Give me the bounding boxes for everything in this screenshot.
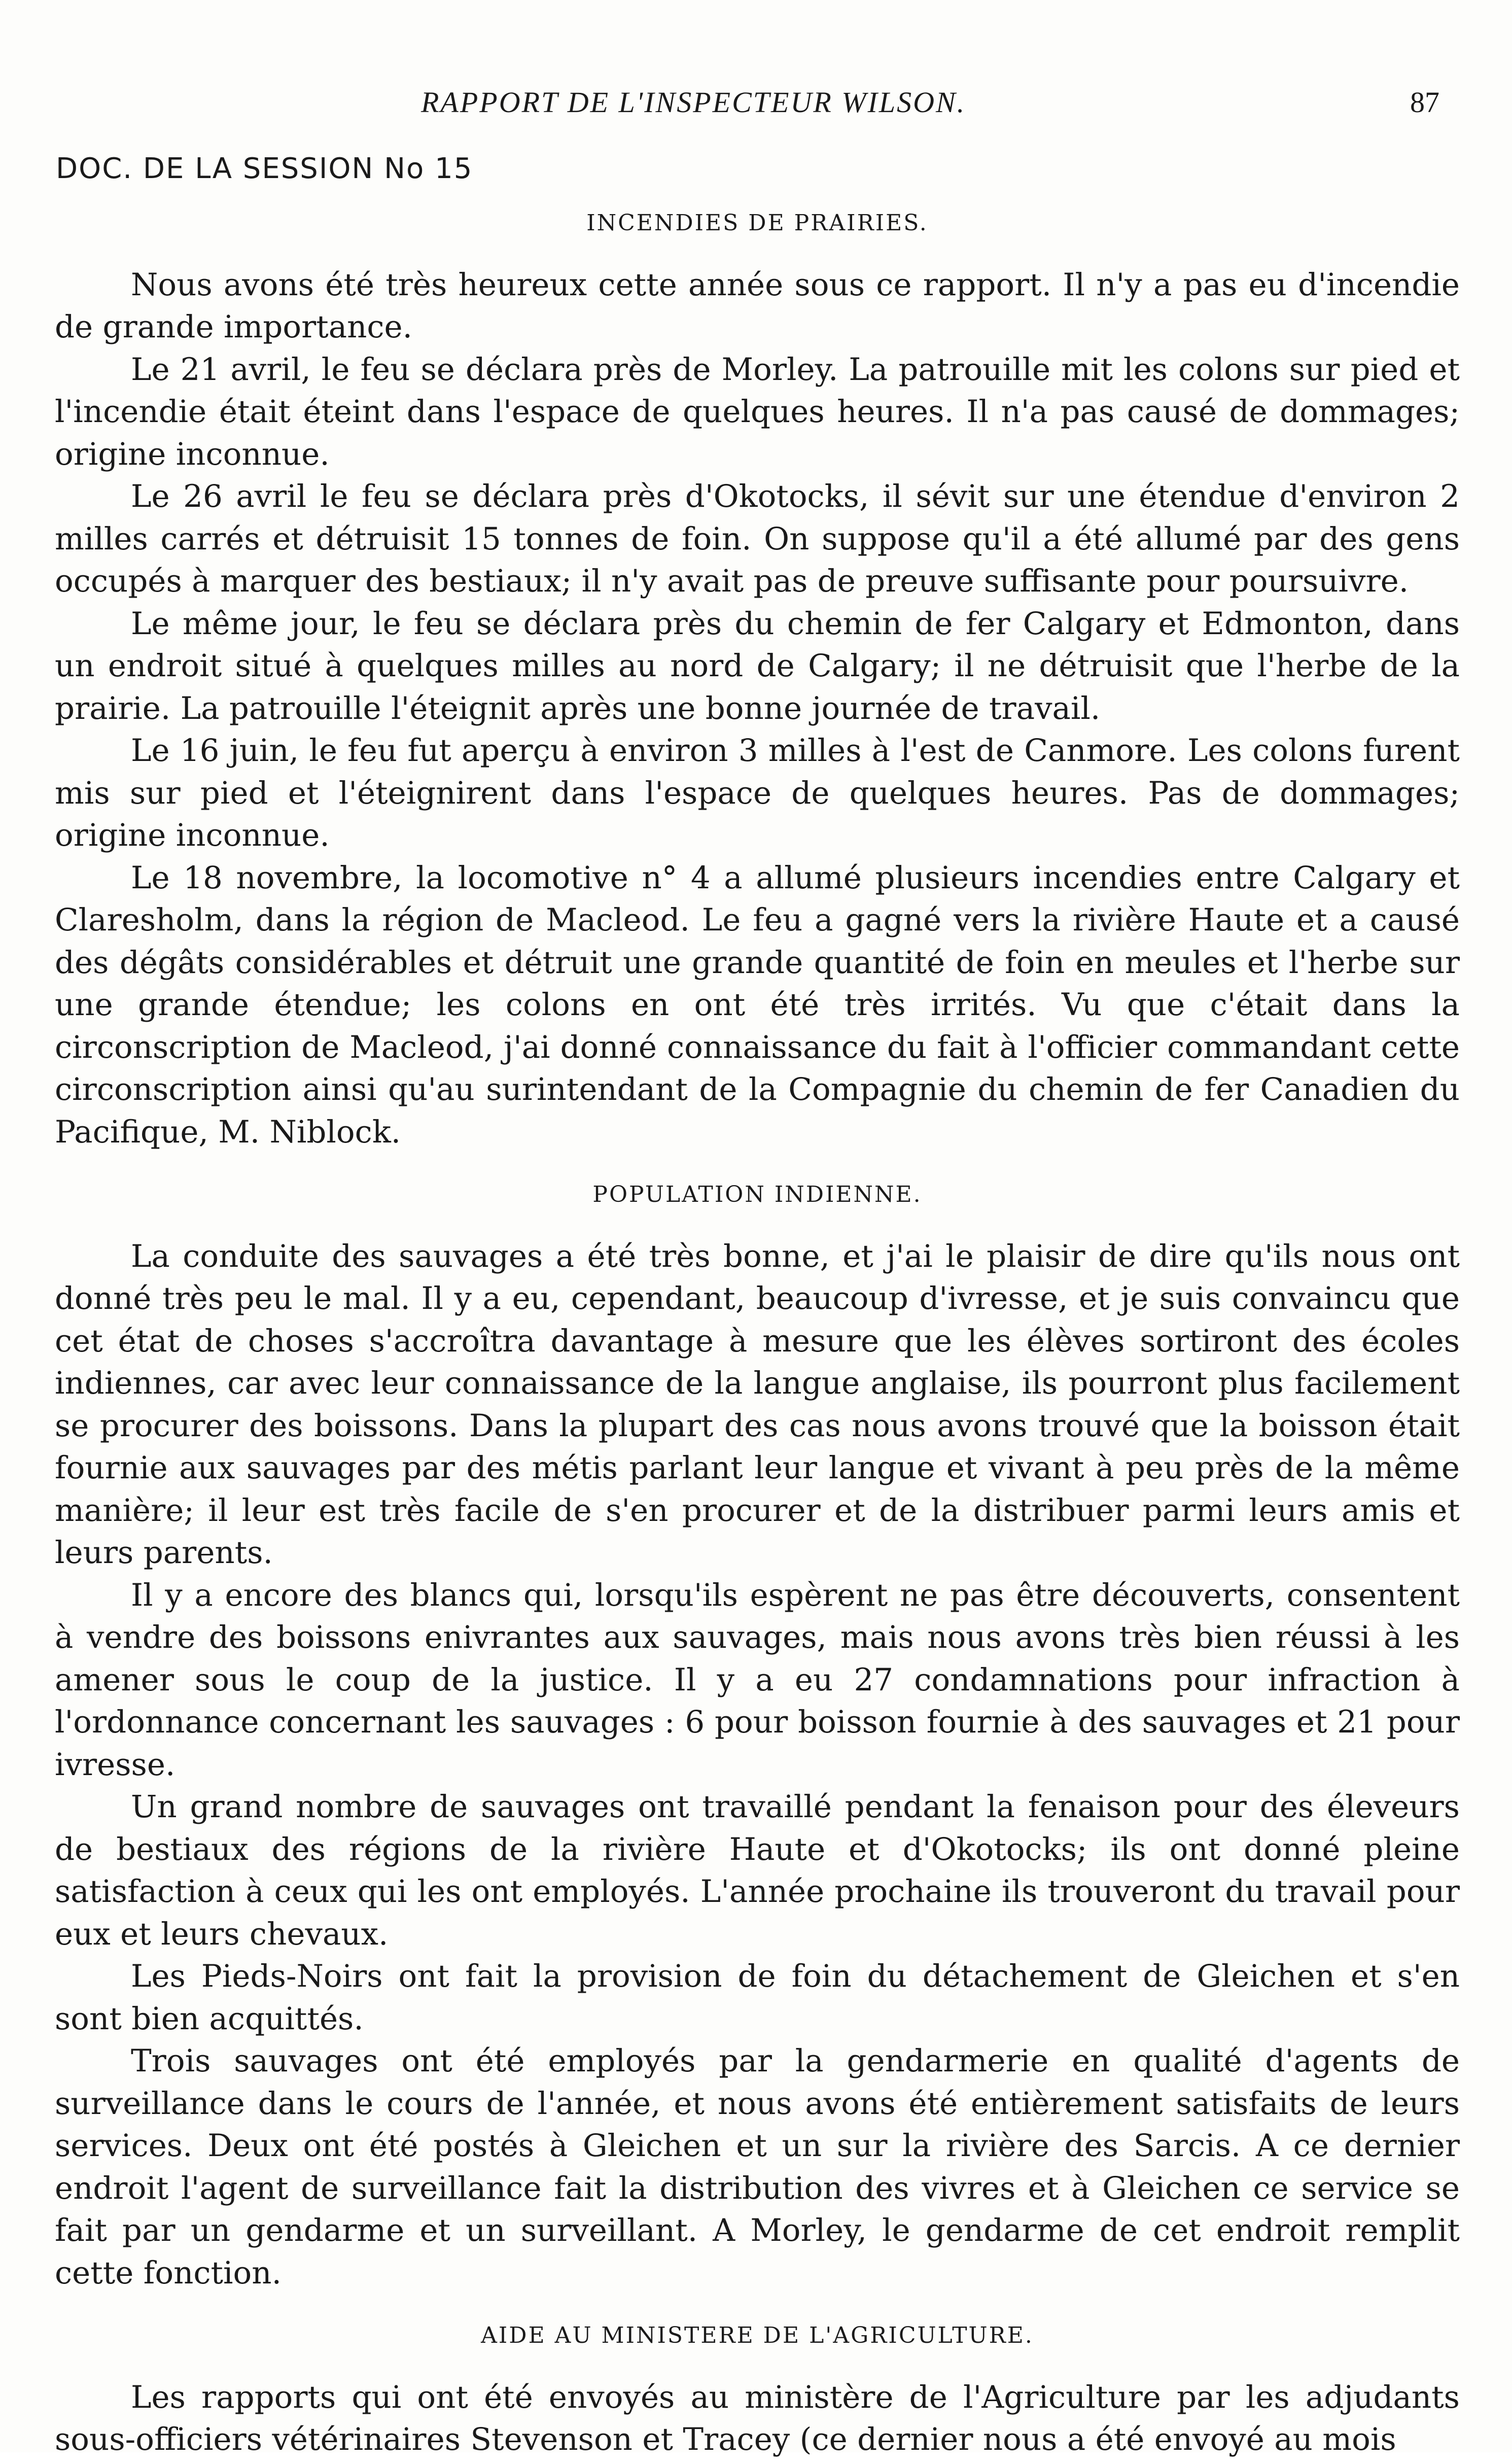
section-population-indienne xyxy=(55,1173,1460,2294)
doc-session-label: DOC. DE LA SESSION No 15 xyxy=(56,152,473,185)
paragraph: La conduite des sauvages a été très bonne, et j'ai le plaisir de dire qu'ils nous ont donné très peu le mal. Il y a eu, cependant, beaucoup d'ivresse, et je suis convaincu que cet état de choses s'accroîtra davantage à mesure que les élèves sortiront des écoles indiennes, car avec leur connaissance de la langue anglaise, ils pourront plus facilement se procurer des boissons. Dans la plupart des cas nous avons trouvé que la boisson était fournie aux sauvages par des métis parlant leur langue et vivant à peu près de la même manière; il leur est très facile de s'en procurer et de la distribuer parmi leurs amis et leurs parents. xyxy=(55,1238,1460,1571)
paragraph: Il y a encore des blancs qui, lorsqu'ils espèrent ne pas être découverts, consentent à vendre des boissons enivrantes aux sauvages, mais nous avons très bien réussi à les amener sous le coup de la justice. Il y a eu 27 condamnations pour infraction à l'ordonnance concernant les sauvages : 6 pour boisson fournie à des sauvages et 21 pour ivresse. xyxy=(55,1577,1460,1783)
section-heading: POPULATION INDIENNE. xyxy=(592,1182,922,1207)
paragraph: Les rapports qui ont été envoyés au ministère de l'Agriculture par les adjudants sous-officiers vétérinaires Stevenson et Tracey (ce dernier nous a été envoyé au mois xyxy=(55,2379,1460,2457)
page-number: 87 xyxy=(1410,86,1439,119)
section-heading: INCENDIES DE PRAIRIES. xyxy=(586,210,928,236)
paragraph: Le 18 novembre, la locomotive n° 4 a allumé plusieurs incendies entre Calgary et Claresholm, dans la région de Macleod. Le feu a gagné vers la rivière Haute et a causé des dégâts considérables et détruit une grande quantité de foin en meules et l'herbe sur une grande étendue; les colons en ont été très irrités. Vu que c'était dans la circonscription de Macleod, j'ai donné connaissance du fait à l'officier commandant cette circonscription ainsi qu'au surintendant de la Compagnie du chemin de fer Canadien du Pacifique, M. Niblock. xyxy=(55,859,1460,1150)
document-body xyxy=(55,193,1460,2461)
paragraph: Les Pieds-Noirs ont fait la provision de foin du détachement de Gleichen et s'en sont bien acquittés. xyxy=(55,1958,1460,2037)
section-heading: AIDE AU MINISTERE DE L'AGRICULTURE. xyxy=(481,2323,1034,2348)
section-aide-ministere-agriculture xyxy=(55,2314,1460,2461)
paragraph: Un grand nombre de sauvages ont travaillé pendant la fenaison pour des éleveurs de bestiaux des régions de la rivière Haute et d'Okotocks; ils ont donné pleine satisfaction à ceux qui les ont employés. L'année prochaine ils trouveront du travail pour eux et leurs chevaux. xyxy=(55,1789,1460,1952)
paragraph: Le 26 avril le feu se déclara près d'Okotocks, il sévit sur une étendue d'environ 2 milles carrés et détruisit 15 tonnes de foin. On suppose qu'il a été allumé par des gens occupés à marquer des bestiaux; il n'y avait pas de preuve suffisante pour poursuivre. xyxy=(55,478,1460,599)
paragraph: Nous avons été très heureux cette année sous ce rapport. Il n'y a pas eu d'incendie de grande importance. xyxy=(55,266,1460,345)
paragraph: Le 21 avril, le feu se déclara près de Morley. La patrouille mit les colons sur pied et l'incendie était éteint dans l'espace de quelques heures. Il n'a pas causé de dommages; origine inconnue. xyxy=(55,351,1460,472)
paragraph: Le même jour, le feu se déclara près du chemin de fer Calgary et Edmonton, dans un endroit situé à quelques milles au nord de Calgary; il ne détruisit que l'herbe de la prairie. La patrouille l'éteignit après une bonne journée de travail. xyxy=(55,605,1460,726)
paragraph: Trois sauvages ont été employés par la gendarmerie en qualité d'agents de surveillance dans le cours de l'année, et nous avons été entièrement satisfaits de leurs services. Deux ont été postés à Gleichen et un sur la rivière des Sarcis. A ce dernier endroit l'agent de surveillance fait la distribution des vivres et à Gleichen ce service se fait par un gendarme et un surveillant. A Morley, le gendarme de cet endroit remplit cette fonction. xyxy=(55,2043,1460,2291)
section-incendies-de-prairies xyxy=(55,202,1460,1153)
running-title: RAPPORT DE L'INSPECTEUR WILSON. xyxy=(421,86,966,119)
paragraph: Le 16 juin, le feu fut aperçu à environ 3 milles à l'est de Canmore. Les colons furent mis sur pied et l'éteignirent dans l'espace de quelques heures. Pas de dommages; origine inconnue. xyxy=(55,733,1460,853)
